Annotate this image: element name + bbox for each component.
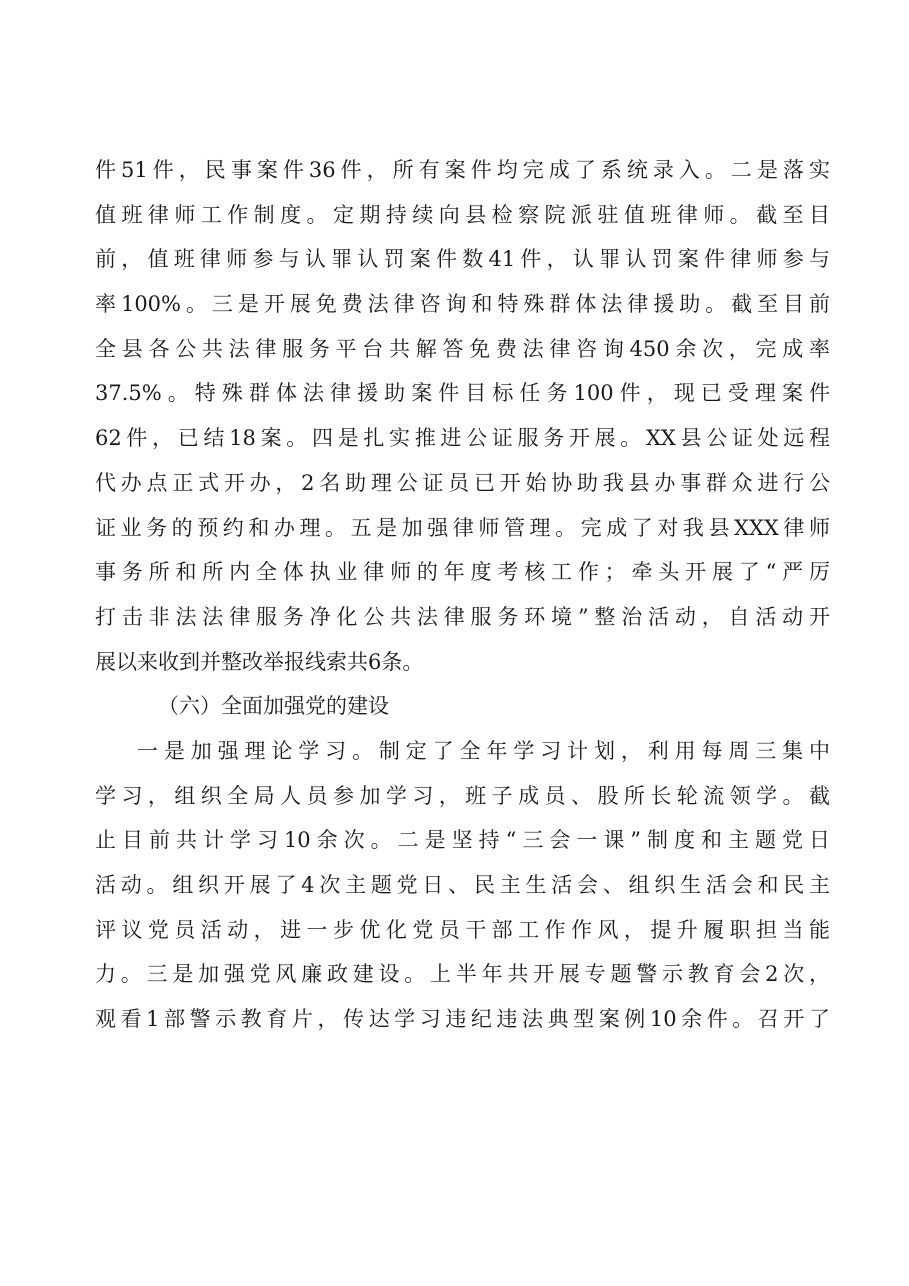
text-line: 展以来收到并整改举报线索共6条。: [95, 649, 424, 674]
text-line: 止目前共计学习10余次。二是坚持“三会一课”制度和主题党日: [95, 828, 830, 853]
text-line: 代办点正式开办，2名助理公证员已开始协助我县办事群众进行公: [95, 470, 830, 495]
text-line: 评议党员活动，进一步优化党员干部工作作风，提升履职担当能: [95, 917, 830, 942]
section-heading: （六）全面加强党的建设: [158, 694, 389, 719]
text-line: 一是加强理论学习。制定了全年学习计划，利用每周三集中: [137, 738, 830, 763]
text-line: 打击非法法律服务净化公共法律服务环境”整治活动，自活动开: [95, 604, 830, 629]
text-line: 全县各公共法律服务平台共解答免费法律咨询450余次，完成率: [95, 336, 830, 361]
text-line: 活动。组织开展了4次主题党日、民主生活会、组织生活会和民主: [95, 873, 830, 897]
text-line: 学习，组织全局人员参加学习，班子成员、股所长轮流领学。截: [95, 783, 830, 808]
text-line: 前，值班律师参与认罪认罚案件数41件，认罪认罚案件律师参与: [95, 247, 830, 272]
text-line: 观看1部警示教育片，传达学习违纪违法典型案例10余件。召开了: [95, 1007, 830, 1032]
text-line: 值班律师工作制度。定期持续向县检察院派驻值班律师。截至目: [95, 202, 830, 227]
text-line: 力。三是加强党风廉政建设。上半年共开展专题警示教育会2次，: [95, 962, 830, 987]
text-line: 件51件，民事案件36件，所有案件均完成了系统录入。二是落实: [95, 158, 830, 182]
text-line: 37.5%。特殊群体法律援助案件目标任务100件，现已受理案件: [95, 381, 830, 406]
text-line: 62件，已结18案。四是扎实推进公证服务开展。XX县公证处远程: [95, 426, 830, 451]
text-line: 证业务的预约和办理。五是加强律师管理。完成了对我县XXX律师: [95, 515, 830, 540]
text-line: 事务所和所内全体执业律师的年度考核工作；牵头开展了“严厉: [95, 560, 830, 585]
document-body: [95, 148, 830, 1042]
text-line: 率100%。三是开展免费法律咨询和特殊群体法律援助。截至目前: [95, 292, 830, 317]
